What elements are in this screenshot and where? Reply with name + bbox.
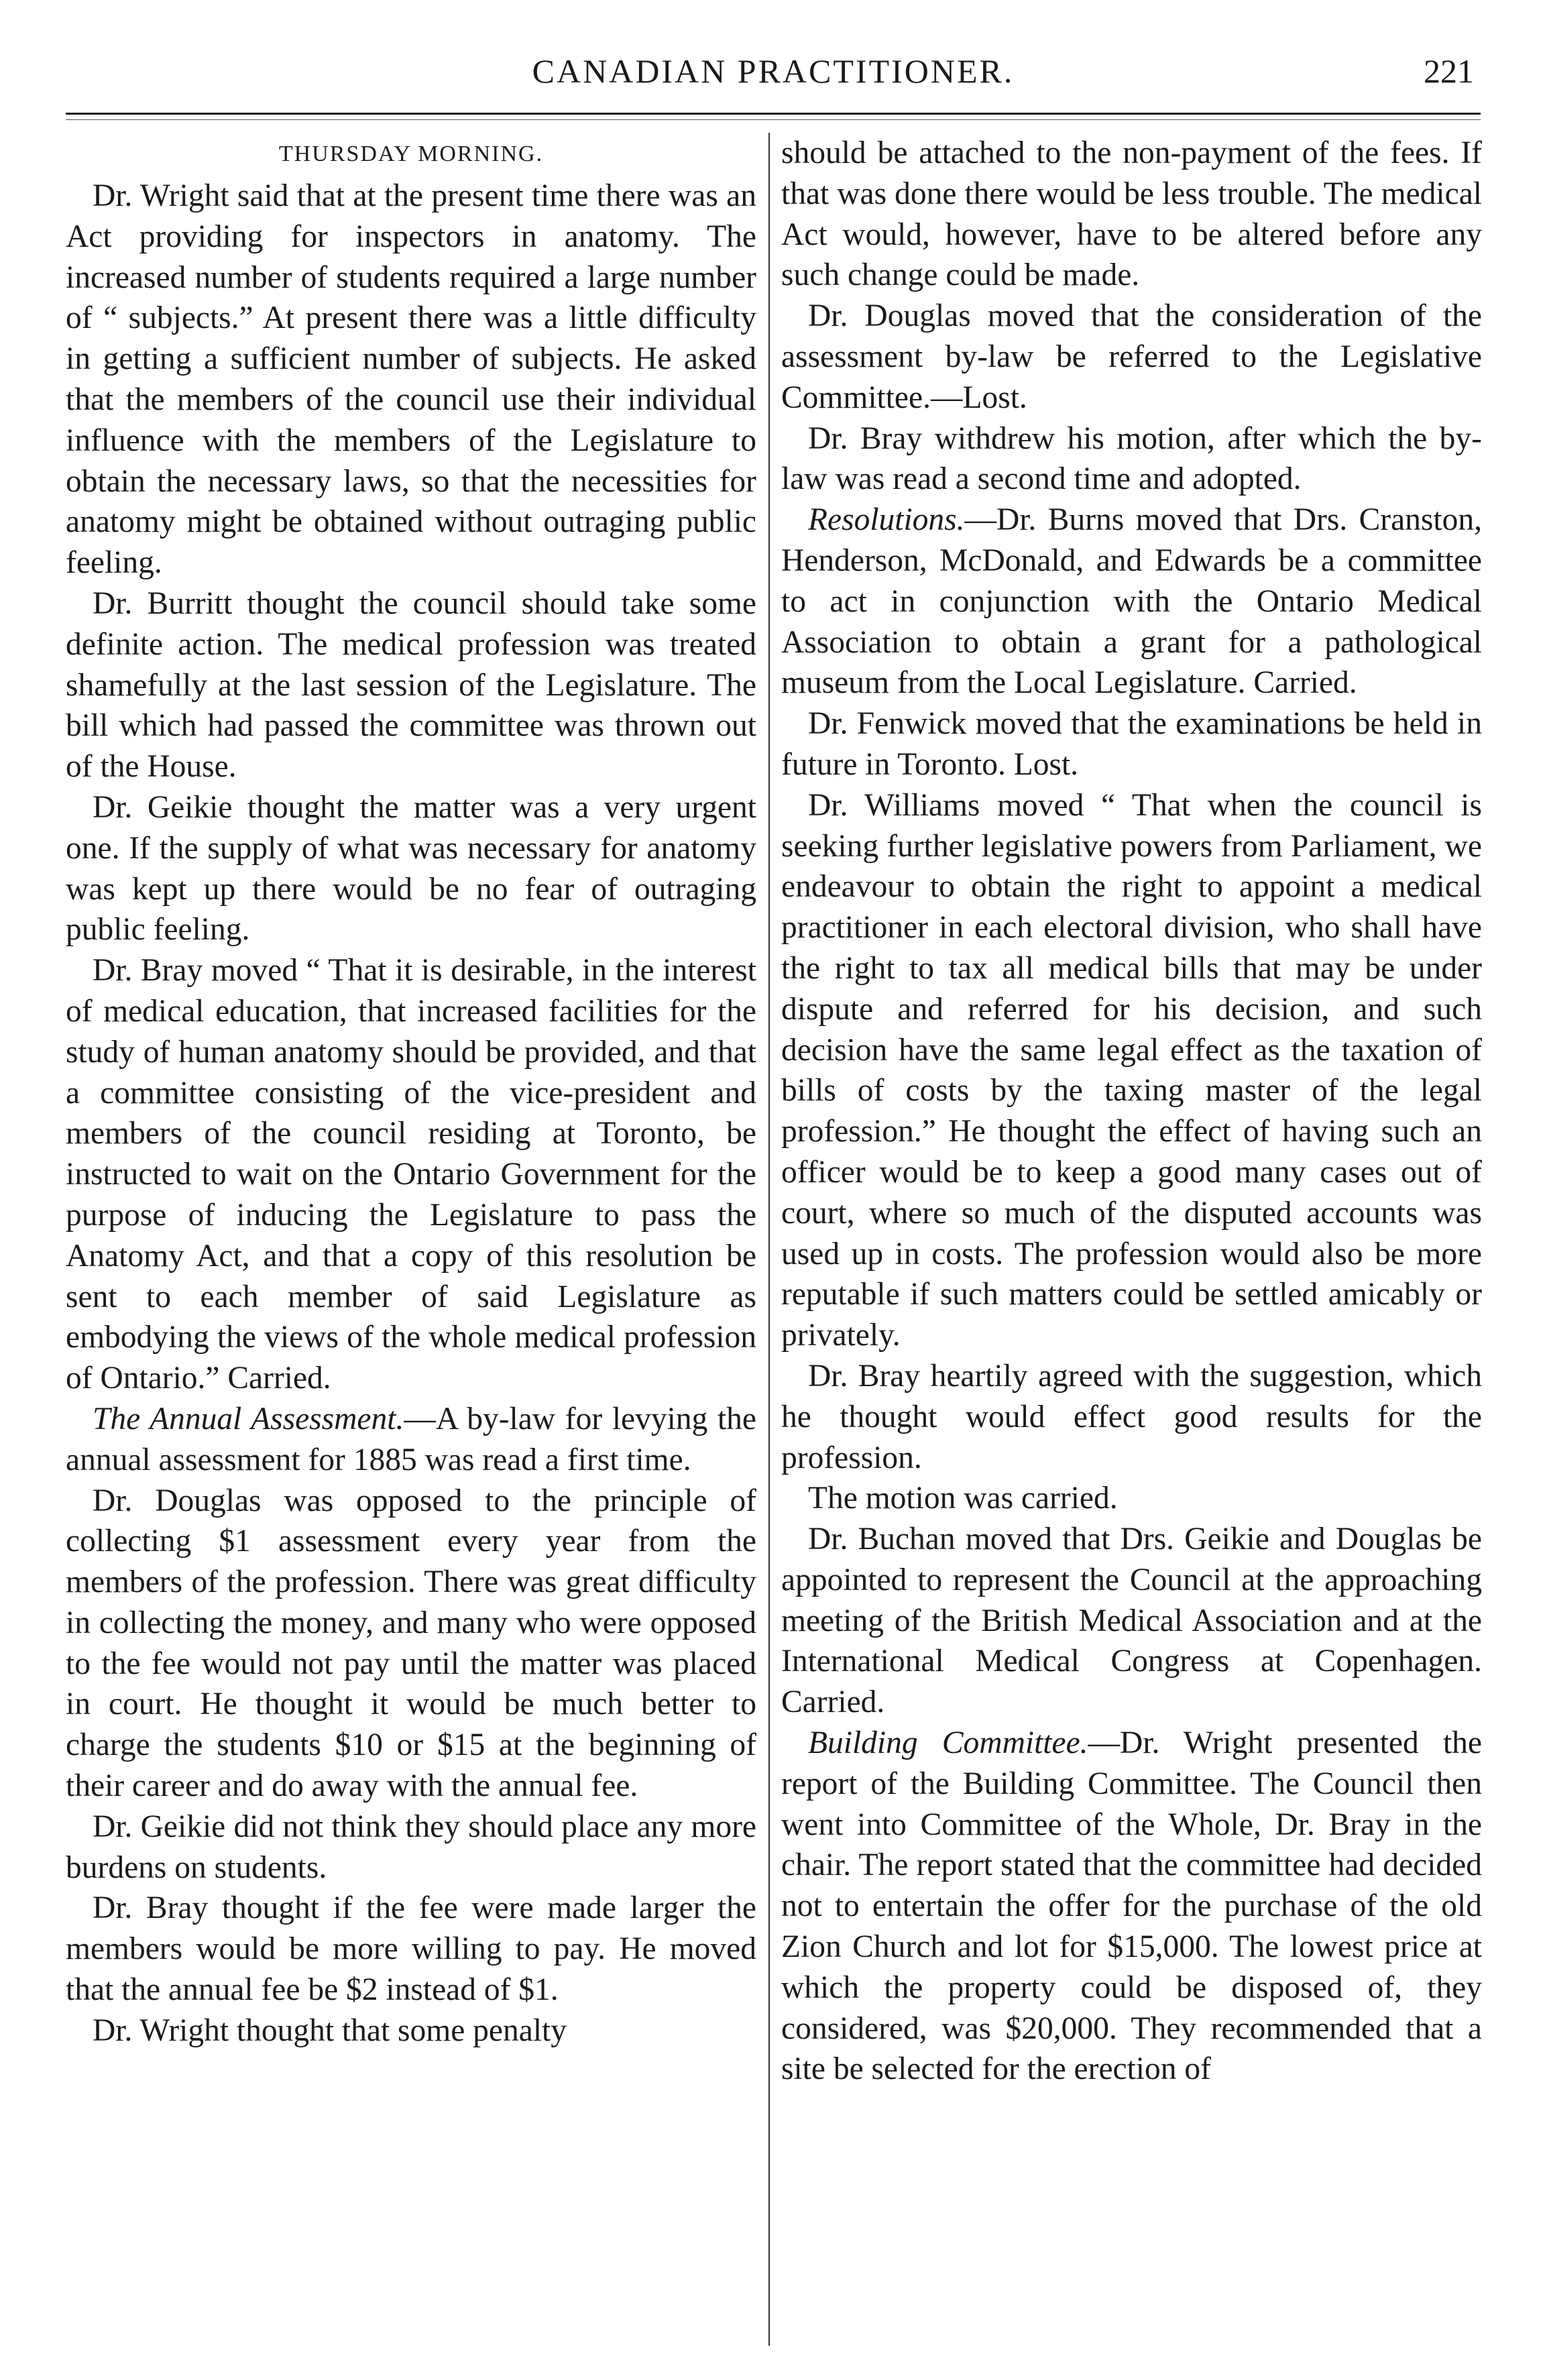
paragraph: Dr. Bray thought if the fee were made larger the members would be more willing to pay. He moved that the annual fee be $2 instead of $1. (66, 1890, 756, 2008)
right-column (781, 133, 1482, 2353)
paragraph-text: —Dr. Burns moved that Drs. Cranston, Henderson, McDonald, and Edwards be a committee to act in conjunction with the Ontario Medical Association to obtain a grant for a pathological museum from the Local Legislature. Carried. (781, 502, 1482, 701)
paragraph: Dr. Fenwick moved that the examinations be held in future in Toronto. Lost. (781, 706, 1482, 782)
running-header (66, 47, 1481, 107)
journal-title: CANADIAN PRACTITIONER. (532, 52, 1015, 90)
section-subhead: THURSDAY MORNING. (278, 141, 544, 166)
paragraph: Dr. Geikie thought the matter was a very urgent one. If the supply of what was necessary for anatomy was kept up there would be no fear of outraging public feeling. (66, 789, 756, 948)
paragraph: Dr. Geikie did not think they should place any more burdens on students. (66, 1809, 756, 1885)
paragraph: Dr. Bray moved “ That it is desirable, in the interest of medical education, that increased facilities for the study of human anatomy should be provided, and that a committee consisting of the vice-president and members of the council residing at Toronto, be instructed to wait on the Ontario Government for the purpose of inducing the Legislature to pass the Anatomy Act, and that a copy of this resolution be sent to each member of said Legislature as embodying the views of the whole medical profession of Ontario.” Carried. (66, 953, 756, 1396)
paragraph: Dr. Burritt thought the council should take some definite action. The medical profession was treated shamefully at the last session of the Legislature. The bill which had passed the committee was thrown out of the House. (66, 585, 756, 785)
paragraph: The motion was carried. (808, 1481, 1118, 1516)
page-number: 221 (1424, 52, 1474, 90)
paragraph: Dr. Bray heartily agreed with the suggestion, which he thought would effect good results for the profession. (781, 1358, 1482, 1475)
paragraph-text: —A by-law for levying the annual assessment for 1885 was read a first time. (66, 1401, 756, 1477)
paragraph-text: —Dr. Wright presented the report of the Building Committee. The Council then went into Committee of the Whole, Dr. Bray in the chair. The report stated that the committee had decided not to entertain the offer for the purchase of the old Zion Church and lot for $15,000. The lowest price at which the property could be disposed of, they considered, was $20,000. They recommended that a site be selected for the erection of (781, 1725, 1482, 2087)
left-column (66, 133, 756, 2353)
run-in-heading: Resolutions. (808, 502, 965, 538)
paragraph: Dr. Buchan moved that Drs. Geikie and Douglas be appointed to represent the Council at the approaching meeting of the British Medical Association and at the International Medical Congress at Copenhagen. Carried. (781, 1522, 1482, 1720)
paragraph: should be attached to the non-payment of the fees. If that was done there would be less trouble. The medical Act would, however, have to be altered before any such change could be made. (781, 135, 1482, 293)
paragraph: Dr. Wright thought that some penalty (93, 2013, 567, 2048)
paragraph: Dr. Williams moved “ That when the council is seeking further legislative powers from Parliament, we endeavour to obtain the right to appoint a medical practitioner in each electoral division, who shall have the right to tax all medical bills that may be under dispute and referred for his decision, and such decision have the same legal effect as the taxation of bills of costs by the taxing master of the legal profession.” He thought the effect of having such an officer would be to keep a good many cases out of court, where so much of the disputed accounts was used up in costs. The profession would also be more reputable if such matters could be settled amicably or privately. (781, 787, 1482, 1353)
paragraph: Dr. Wright said that at the present time there was an Act providing for inspectors in anatomy. The increased number of students required a large number of “ subjects.” At present there was a little difficulty in getting a sufficient number of subjects. He asked that the members of the council use their individual influence with the members of the Legislature to obtain the necessary laws, so that the necessities for anatomy might be obtained without outraging public feeling. (66, 178, 756, 581)
run-in-heading: Building Committee. (808, 1725, 1088, 1761)
paragraph (781, 1723, 1482, 2090)
header-rule-thin (66, 119, 1481, 120)
column-divider (768, 133, 770, 2346)
paragraph: Dr. Douglas moved that the consideration of the assessment by-law be referred to the Legislative Committee.—Lost. (781, 298, 1482, 415)
paragraph: Dr. Douglas was opposed to the principle of collecting $1 assessment every year from the members of the profession. There was great difficulty in collecting the money, and many who were opposed to the fee would not pay until the matter was placed in court. He thought it would be much better to charge the students $10 or $15 at the beginning of their career and do away with the annual fee. (66, 1483, 756, 1804)
paragraph: Dr. Bray withdrew his motion, after which the by-law was read a second time and adopted. (781, 420, 1482, 497)
paragraph (66, 1399, 756, 1481)
run-in-heading: The Annual Assessment. (93, 1401, 404, 1436)
paragraph (781, 500, 1482, 703)
header-rule (66, 113, 1481, 115)
